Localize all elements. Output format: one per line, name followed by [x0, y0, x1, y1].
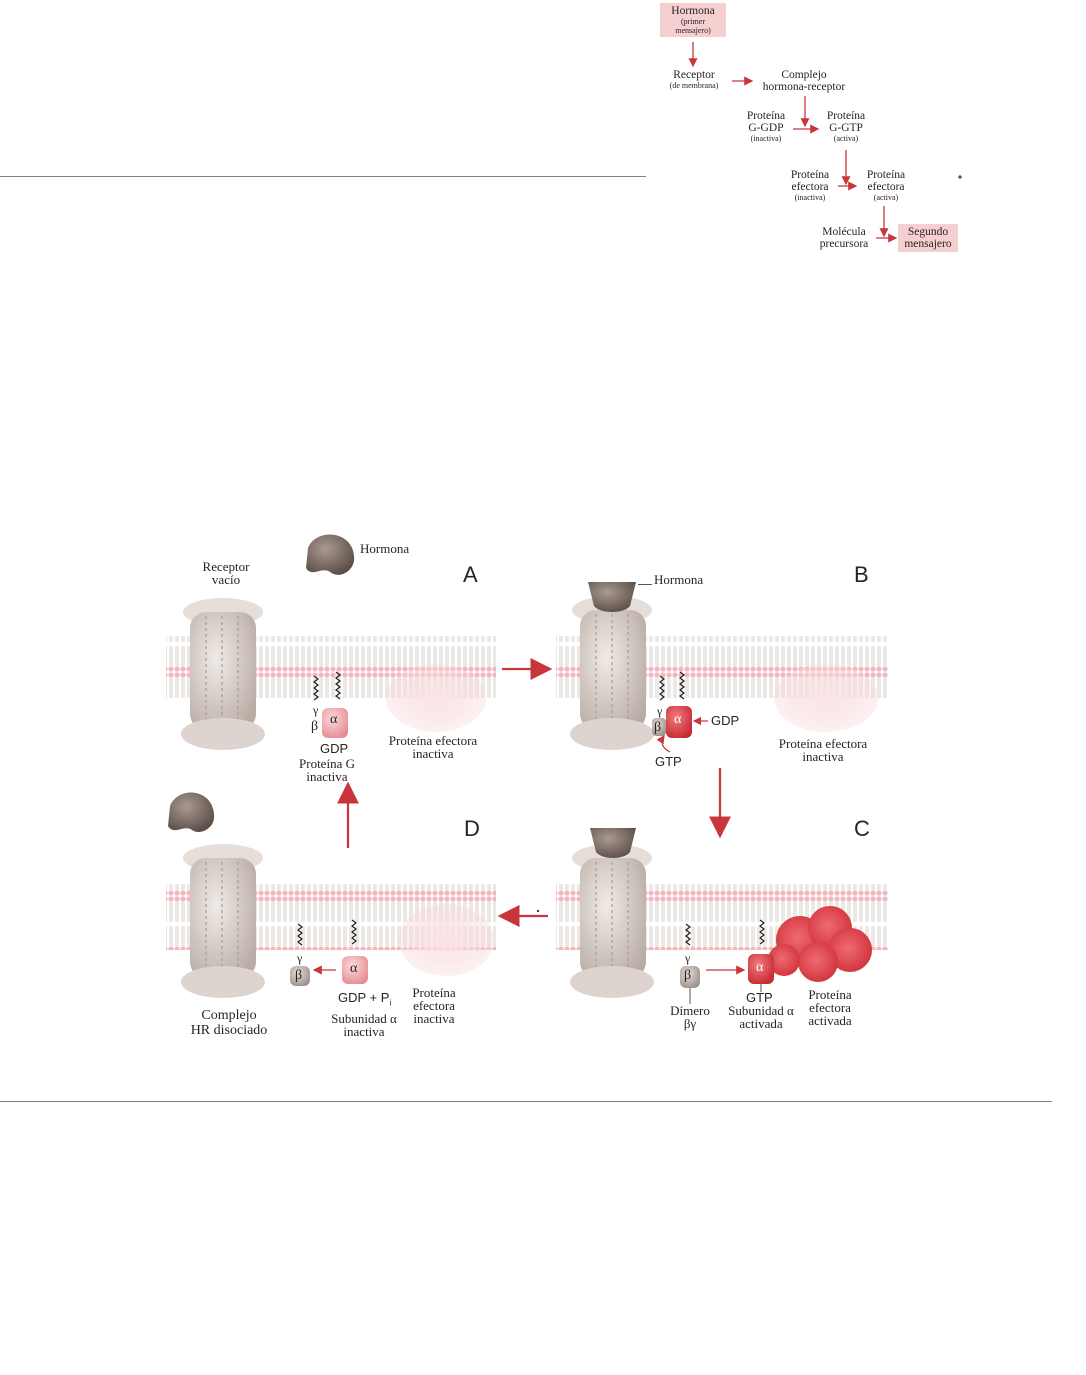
flow-efa-line1: Proteína: [866, 169, 906, 181]
flow-efi-sub: (inactiva): [794, 193, 826, 202]
hormona-b-leader: [638, 584, 652, 585]
gdp-label-b: GDP: [711, 713, 740, 728]
efectora-inactiva-label-b: [770, 737, 876, 763]
flow-efa-line2: efectora: [867, 181, 905, 193]
receptor-vacio-line1: Receptor: [202, 559, 250, 574]
flow-complejo-line2: hormona-receptor: [762, 81, 846, 93]
efectora-a-line2: inactiva: [412, 746, 454, 761]
complejo-d-line2: HR disociado: [190, 1023, 268, 1038]
flow-hormona-sub2: mensajero): [675, 26, 711, 35]
alpha-label-d: α: [350, 961, 358, 976]
subunidad-d-line2: inactiva: [343, 1024, 385, 1039]
efectora-inactiva-label-a: [380, 734, 486, 760]
gamma-label-a: γ: [313, 703, 319, 717]
subunidad-inactiva-label: [326, 1012, 402, 1038]
receptor-c: [570, 844, 654, 998]
subunidad-c-line1: Subunidad α: [728, 1003, 794, 1018]
receptor-vacio-label: [194, 560, 258, 586]
hormone-d: [168, 793, 214, 832]
dimero-label: [666, 1004, 714, 1030]
gtp-label-b: GTP: [655, 754, 682, 769]
efectora-c-line1: Proteína: [808, 987, 852, 1002]
gtp-label-c: GTP: [746, 990, 773, 1005]
flow-hormona-sub1: (primer: [681, 17, 705, 26]
beta-label-b: β: [654, 720, 662, 735]
panel-letter-a: A: [463, 562, 478, 587]
dimero-line1: Dímero: [670, 1003, 710, 1018]
flow-receptor-label: Receptor: [673, 69, 715, 81]
flow-gdp-line2: G-GDP: [748, 122, 784, 134]
proteina-g-line2: inactiva: [306, 769, 348, 784]
flow-hormona-label: Hormona: [671, 5, 715, 17]
efectora-a-line1: Proteína efectora: [388, 733, 478, 748]
panel-letter-b: B: [854, 562, 869, 587]
efectora-d-line2: efectora: [413, 998, 455, 1013]
flow-gtp-line1: Proteína: [826, 110, 866, 122]
gamma-label-d: γ: [297, 951, 303, 965]
efectora-c-line2: efectora: [809, 1000, 851, 1015]
flow-efi-line1: Proteína: [790, 169, 830, 181]
flow-gdp-line1: Proteína: [746, 110, 786, 122]
effector-a: [386, 664, 486, 732]
gdp-pi-label: [338, 991, 391, 1010]
subunidad-c-line2: activada: [739, 1016, 783, 1031]
flow-mol-line1: Molécula: [822, 226, 866, 238]
panel-c: [556, 828, 888, 1004]
flow-mol-line2: precursora: [819, 238, 869, 250]
subunidad-d-line1: Subunidad α: [331, 1011, 397, 1026]
flow-efa-sub: (activa): [873, 193, 899, 202]
subunidad-activada-label: [722, 1004, 800, 1030]
flow-complejo-line1: Complejo: [781, 69, 827, 81]
dimero-line2: βγ: [683, 1016, 697, 1031]
receptor-a: [181, 598, 265, 750]
flow-seg-line2: mensajero: [904, 238, 952, 250]
efectora-b-line1: Proteína efectora: [778, 736, 868, 751]
complejo-d-line1: Complejo: [201, 1008, 257, 1023]
proteina-g-inactiva-label: [294, 757, 360, 783]
effector-d: [398, 904, 494, 976]
hormona-label-b: Hormona: [654, 572, 704, 587]
beta-label-c: β: [684, 968, 692, 983]
pi-subscript: i: [389, 998, 392, 1008]
flow-gtp-sub: (activa): [833, 134, 859, 143]
gdp-pi-text: GDP + P: [338, 990, 390, 1005]
flow-gtp-line2: G-GTP: [829, 122, 863, 134]
bottom-divider: [0, 1101, 1052, 1102]
alpha-label-a: α: [330, 712, 338, 727]
flow-gdp-sub: (inactiva): [750, 134, 782, 143]
panel-letter-d: D: [464, 816, 480, 841]
efectora-activada-label: [800, 988, 860, 1027]
panel-d: [166, 793, 496, 998]
effector-b: [774, 664, 878, 732]
flow-seg-line1: Segundo: [907, 226, 949, 238]
proteina-g-line1: Proteína G: [299, 756, 355, 771]
hormona-label-a: Hormona: [360, 541, 410, 556]
beta-label-a: β: [311, 719, 319, 734]
flow-efi-line2: efectora: [791, 181, 829, 193]
gamma-label-c: γ: [685, 951, 691, 965]
hormone-a: [306, 535, 354, 575]
alpha-label-b: α: [674, 712, 682, 727]
flow-receptor-sub: (de membrana): [669, 81, 719, 90]
efectora-inactiva-label-d: [404, 986, 464, 1025]
alpha-label-c: α: [756, 960, 764, 975]
complejo-hr-disociado-label: [184, 1008, 274, 1038]
receptor-b: [570, 596, 654, 750]
receptor-d: [181, 844, 265, 998]
panel-letter-c: C: [854, 816, 870, 841]
beta-label-d: β: [295, 968, 303, 983]
efectora-c-line3: activada: [808, 1013, 852, 1028]
receptor-vacio-line2: vacío: [211, 572, 241, 587]
efectora-d-line1: Proteína: [412, 985, 456, 1000]
efectora-b-line2: inactiva: [802, 749, 844, 764]
efectora-d-line3: inactiva: [413, 1011, 455, 1026]
gamma-label-b: γ: [657, 704, 663, 718]
gdp-label-a: GDP: [320, 741, 349, 756]
